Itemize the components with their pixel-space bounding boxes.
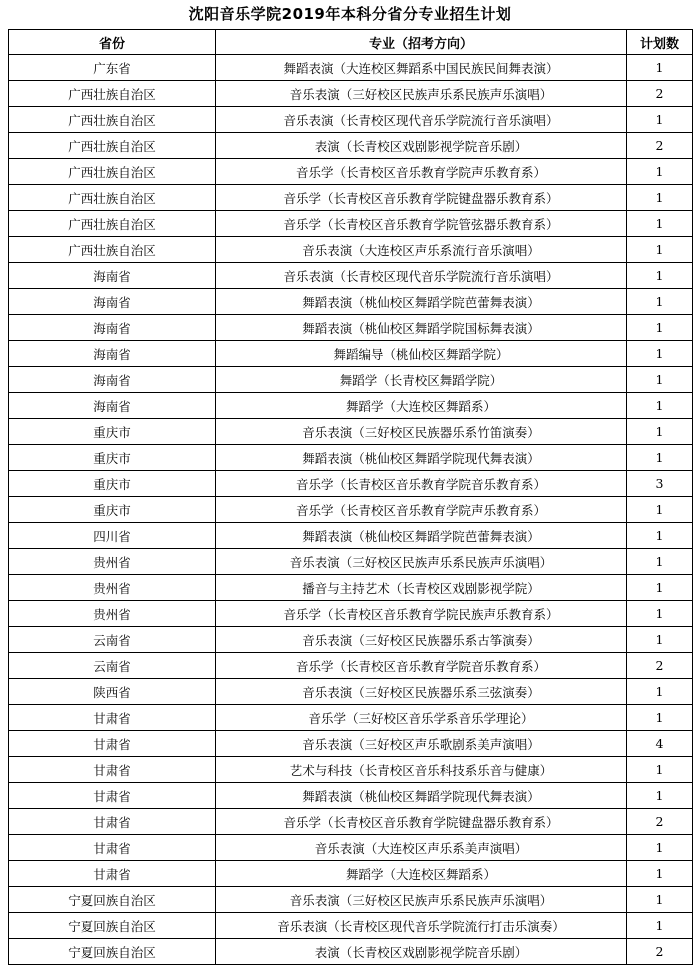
- cell-major: 舞蹈编导（桃仙校区舞蹈学院）: [216, 341, 627, 367]
- table-row: [9, 419, 693, 445]
- cell-province: 四川省: [9, 523, 216, 549]
- cell-major: 音乐表演（三好校区民族声乐系民族声乐演唱）: [216, 81, 627, 107]
- table-row: [9, 809, 693, 835]
- cell-major: 音乐学（长青校区音乐教育学院音乐教育系）: [216, 471, 627, 497]
- cell-province: 广东省: [9, 55, 216, 81]
- cell-quota: 1: [627, 289, 693, 315]
- cell-quota: 1: [627, 237, 693, 263]
- cell-quota: 1: [627, 211, 693, 237]
- table-row: [9, 393, 693, 419]
- table-row: [9, 783, 693, 809]
- cell-quota: 1: [627, 55, 693, 81]
- cell-province: 贵州省: [9, 575, 216, 601]
- cell-major: 音乐学（长青校区音乐教育学院管弦器乐教育系）: [216, 211, 627, 237]
- cell-major: 音乐学（长青校区音乐教育学院声乐教育系）: [216, 497, 627, 523]
- cell-quota: 1: [627, 757, 693, 783]
- table-row: [9, 861, 693, 887]
- cell-quota: 1: [627, 419, 693, 445]
- table-row: [9, 731, 693, 757]
- table-row: [9, 627, 693, 653]
- cell-major: 音乐表演（大连校区声乐系美声演唱）: [216, 835, 627, 861]
- table-row: [9, 575, 693, 601]
- document-title: 沈阳音乐学院2019年本科分省分专业招生计划: [188, 5, 512, 23]
- cell-province: 云南省: [9, 627, 216, 653]
- cell-province: 宁夏回族自治区: [9, 913, 216, 939]
- cell-quota: 1: [627, 497, 693, 523]
- cell-major: 表演（长青校区戏剧影视学院音乐剧）: [216, 133, 627, 159]
- cell-quota: 2: [627, 81, 693, 107]
- cell-province: 海南省: [9, 393, 216, 419]
- cell-province: 海南省: [9, 341, 216, 367]
- cell-quota: 1: [627, 705, 693, 731]
- cell-major: 舞蹈学（大连校区舞蹈系）: [216, 393, 627, 419]
- cell-province: 甘肃省: [9, 835, 216, 861]
- header-province: 省份: [9, 30, 216, 55]
- enrollment-plan-table: [8, 29, 693, 965]
- table-row: [9, 471, 693, 497]
- table-row: [9, 367, 693, 393]
- cell-province: 重庆市: [9, 497, 216, 523]
- cell-major: 音乐学（长青校区音乐教育学院键盘器乐教育系）: [216, 185, 627, 211]
- table-row: [9, 653, 693, 679]
- table-row: [9, 55, 693, 81]
- cell-quota: 1: [627, 861, 693, 887]
- cell-major: 音乐学（长青校区音乐教育学院键盘器乐教育系）: [216, 809, 627, 835]
- cell-province: 甘肃省: [9, 809, 216, 835]
- cell-province: 贵州省: [9, 601, 216, 627]
- cell-quota: 2: [627, 133, 693, 159]
- cell-quota: 3: [627, 471, 693, 497]
- cell-quota: 1: [627, 341, 693, 367]
- header-quota: 计划数: [627, 30, 693, 55]
- cell-quota: 1: [627, 445, 693, 471]
- cell-quota: 2: [627, 939, 693, 965]
- cell-province: 海南省: [9, 315, 216, 341]
- cell-province: 广西壮族自治区: [9, 237, 216, 263]
- table-row: [9, 237, 693, 263]
- table-row: [9, 133, 693, 159]
- cell-province: 甘肃省: [9, 731, 216, 757]
- cell-major: 音乐表演（三好校区民族器乐系竹笛演奏）: [216, 419, 627, 445]
- cell-province: 广西壮族自治区: [9, 159, 216, 185]
- table-row: [9, 315, 693, 341]
- table-row: [9, 289, 693, 315]
- cell-quota: 4: [627, 731, 693, 757]
- cell-province: 甘肃省: [9, 705, 216, 731]
- cell-province: 海南省: [9, 367, 216, 393]
- cell-province: 海南省: [9, 289, 216, 315]
- cell-major: 舞蹈学（长青校区舞蹈学院）: [216, 367, 627, 393]
- cell-major: 音乐表演（三好校区声乐歌剧系美声演唱）: [216, 731, 627, 757]
- cell-major: 舞蹈表演（桃仙校区舞蹈学院现代舞表演）: [216, 783, 627, 809]
- cell-province: 甘肃省: [9, 861, 216, 887]
- table-row: [9, 185, 693, 211]
- cell-province: 宁夏回族自治区: [9, 887, 216, 913]
- table-row: [9, 679, 693, 705]
- cell-quota: 1: [627, 783, 693, 809]
- cell-province: 海南省: [9, 263, 216, 289]
- cell-major: 音乐学（长青校区音乐教育学院音乐教育系）: [216, 653, 627, 679]
- cell-major: 艺术与科技（长青校区音乐科技系乐音与健康）: [216, 757, 627, 783]
- table-row: [9, 705, 693, 731]
- cell-quota: 1: [627, 627, 693, 653]
- cell-major: 音乐学（长青校区音乐教育学院声乐教育系）: [216, 159, 627, 185]
- cell-major: 舞蹈表演（桃仙校区舞蹈学院芭蕾舞表演）: [216, 523, 627, 549]
- cell-province: 重庆市: [9, 445, 216, 471]
- cell-province: 广西壮族自治区: [9, 133, 216, 159]
- cell-major: 音乐表演（三好校区民族声乐系民族声乐演唱）: [216, 549, 627, 575]
- cell-major: 音乐表演（三好校区民族器乐系古筝演奏）: [216, 627, 627, 653]
- cell-quota: 1: [627, 523, 693, 549]
- cell-quota: 1: [627, 367, 693, 393]
- cell-province: 陕西省: [9, 679, 216, 705]
- cell-province: 甘肃省: [9, 783, 216, 809]
- cell-province: 广西壮族自治区: [9, 107, 216, 133]
- table-row: [9, 601, 693, 627]
- cell-quota: 1: [627, 887, 693, 913]
- cell-province: 广西壮族自治区: [9, 185, 216, 211]
- cell-quota: 1: [627, 913, 693, 939]
- cell-quota: 1: [627, 575, 693, 601]
- header-major: 专业（招考方向）: [216, 30, 627, 55]
- cell-province: 云南省: [9, 653, 216, 679]
- table-row: [9, 523, 693, 549]
- table-row: [9, 445, 693, 471]
- cell-major: 音乐表演（长青校区现代音乐学院流行打击乐演奏）: [216, 913, 627, 939]
- cell-major: 音乐学（长青校区音乐教育学院民族声乐教育系）: [216, 601, 627, 627]
- cell-province: 宁夏回族自治区: [9, 939, 216, 965]
- cell-province: 重庆市: [9, 471, 216, 497]
- table-row: [9, 549, 693, 575]
- cell-quota: 1: [627, 601, 693, 627]
- cell-major: 表演（长青校区戏剧影视学院音乐剧）: [216, 939, 627, 965]
- table-row: [9, 107, 693, 133]
- table-row: [9, 757, 693, 783]
- table-row: [9, 263, 693, 289]
- cell-quota: 1: [627, 549, 693, 575]
- table-row: [9, 81, 693, 107]
- cell-quota: 1: [627, 393, 693, 419]
- cell-major: 音乐表演（长青校区现代音乐学院流行音乐演唱）: [216, 107, 627, 133]
- cell-quota: 1: [627, 107, 693, 133]
- cell-major: 舞蹈表演（桃仙校区舞蹈学院国标舞表演）: [216, 315, 627, 341]
- cell-quota: 1: [627, 263, 693, 289]
- cell-province: 甘肃省: [9, 757, 216, 783]
- cell-province: 广西壮族自治区: [9, 211, 216, 237]
- cell-major: 音乐表演（大连校区声乐系流行音乐演唱）: [216, 237, 627, 263]
- table-row: [9, 341, 693, 367]
- table-row: [9, 835, 693, 861]
- cell-province: 重庆市: [9, 419, 216, 445]
- cell-major: 音乐学（三好校区音乐学系音乐学理论）: [216, 705, 627, 731]
- cell-major: 音乐表演（三好校区民族器乐系三弦演奏）: [216, 679, 627, 705]
- table-header-row: [9, 30, 693, 55]
- cell-quota: 2: [627, 809, 693, 835]
- cell-major: 音乐表演（三好校区民族声乐系民族声乐演唱）: [216, 887, 627, 913]
- table-body: [9, 55, 693, 965]
- cell-major: 音乐表演（长青校区现代音乐学院流行音乐演唱）: [216, 263, 627, 289]
- cell-quota: 1: [627, 315, 693, 341]
- table-row: [9, 939, 693, 965]
- cell-quota: 2: [627, 653, 693, 679]
- cell-major: 播音与主持艺术（长青校区戏剧影视学院）: [216, 575, 627, 601]
- cell-major: 舞蹈表演（桃仙校区舞蹈学院现代舞表演）: [216, 445, 627, 471]
- table-row: [9, 211, 693, 237]
- cell-major: 舞蹈表演（大连校区舞蹈系中国民族民间舞表演）: [216, 55, 627, 81]
- table-row: [9, 159, 693, 185]
- table-row: [9, 497, 693, 523]
- cell-province: 广西壮族自治区: [9, 81, 216, 107]
- cell-quota: 1: [627, 679, 693, 705]
- table-row: [9, 887, 693, 913]
- table-row: [9, 913, 693, 939]
- cell-province: 贵州省: [9, 549, 216, 575]
- cell-major: 舞蹈表演（桃仙校区舞蹈学院芭蕾舞表演）: [216, 289, 627, 315]
- cell-major: 舞蹈学（大连校区舞蹈系）: [216, 861, 627, 887]
- cell-quota: 1: [627, 159, 693, 185]
- cell-quota: 1: [627, 185, 693, 211]
- cell-quota: 1: [627, 835, 693, 861]
